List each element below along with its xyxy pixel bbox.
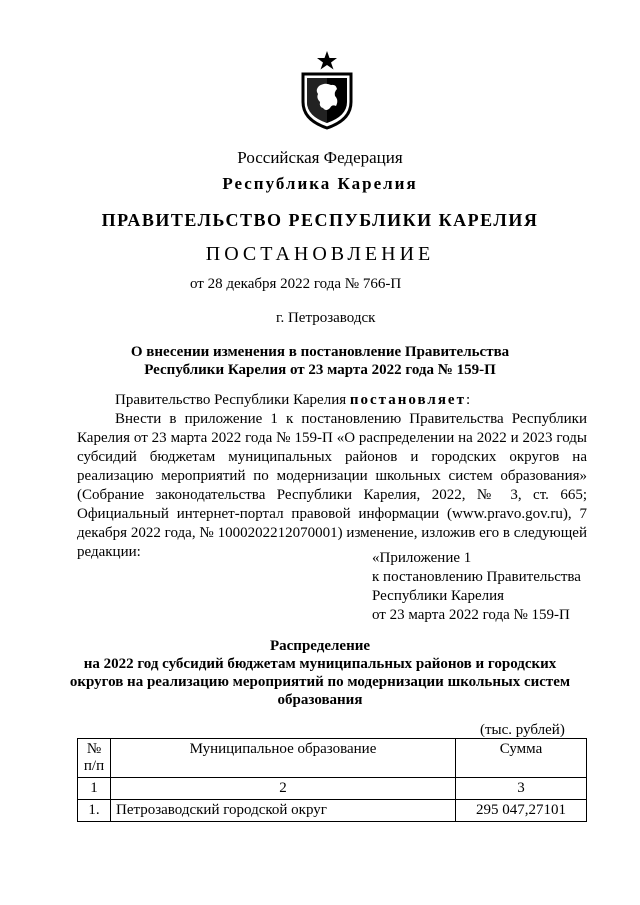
table-index-row bbox=[78, 778, 587, 800]
document-subject bbox=[0, 343, 640, 379]
appendix-line-4: от 23 марта 2022 года № 159-П bbox=[372, 607, 570, 623]
header-number: № п/п bbox=[78, 739, 111, 778]
table-units: (тыс. рублей) bbox=[480, 722, 565, 738]
row-number: 1. bbox=[78, 800, 111, 822]
appendix-line-1: «Приложение 1 bbox=[372, 550, 472, 566]
header-municipality: Муниципальное образование bbox=[111, 739, 456, 778]
subject-line-1: О внесении изменения в постановление Правительства bbox=[130, 344, 510, 360]
distribution-line-3: округов на реализацию мероприятий по модернизации школьных систем bbox=[69, 674, 571, 690]
table-header-row bbox=[78, 739, 587, 778]
appendix-line-3: Республики Карелия bbox=[372, 588, 505, 604]
document-date-number: от 28 декабря 2022 года № 766-П bbox=[190, 276, 402, 292]
table-row bbox=[78, 800, 587, 822]
header-amount: Сумма bbox=[456, 739, 587, 778]
appendix-line-2: к постановлению Правительства bbox=[372, 569, 581, 585]
country-name: Российская Федерация bbox=[237, 148, 403, 167]
preamble-colon: : bbox=[465, 392, 471, 408]
distribution-table bbox=[77, 738, 587, 822]
index-col-3: 3 bbox=[456, 778, 587, 800]
distribution-line-2: на 2022 год субсидий бюджетам муниципальных районов и городских bbox=[83, 656, 557, 672]
appendix-reference bbox=[372, 549, 581, 625]
city: г. Петрозаводск bbox=[276, 310, 376, 326]
resolves-word: постановляет bbox=[349, 392, 466, 408]
distribution-line-1: Распределение bbox=[269, 638, 371, 654]
index-col-2: 2 bbox=[111, 778, 456, 800]
republic-name: Республика Карелия bbox=[222, 174, 418, 193]
document-type: ПОСТАНОВЛЕНИЕ bbox=[205, 243, 435, 265]
row-amount: 295 047,27101 bbox=[456, 800, 587, 822]
distribution-title bbox=[0, 637, 640, 709]
row-municipality: Петрозаводский городской округ bbox=[111, 800, 456, 822]
preamble-text: Правительство Республики Карелия bbox=[115, 392, 350, 408]
resolution-preamble bbox=[77, 391, 587, 410]
karelia-coat-of-arms-emblem bbox=[299, 50, 355, 130]
subject-line-2: Республики Карелия от 23 марта 2022 года № 159-П bbox=[144, 362, 496, 378]
index-col-1: 1 bbox=[78, 778, 111, 800]
government-title: ПРАВИТЕЛЬСТВО РЕСПУБЛИКИ КАРЕЛИЯ bbox=[101, 210, 539, 230]
resolution-body-paragraph: Внести в приложение 1 к постановлению Правительства Республики Карелия от 23 марта 2022 года № 159-П «О распределении на 2022 и 2023 годы субсидий бюджетам муниципальных районов и городских округов на реализацию мероприятий по модернизации школьных систем образования» (Собрание законодательства Республики Карелия, 2022, № 3, ст. 665; Официальный интернет-портал правовой информации (www.pravo.gov.ru), 7 декабря 2022 года, № 1000202212070001) изменение, изложив его в следующей редакции: bbox=[77, 411, 587, 560]
distribution-line-4: образования bbox=[277, 692, 363, 708]
